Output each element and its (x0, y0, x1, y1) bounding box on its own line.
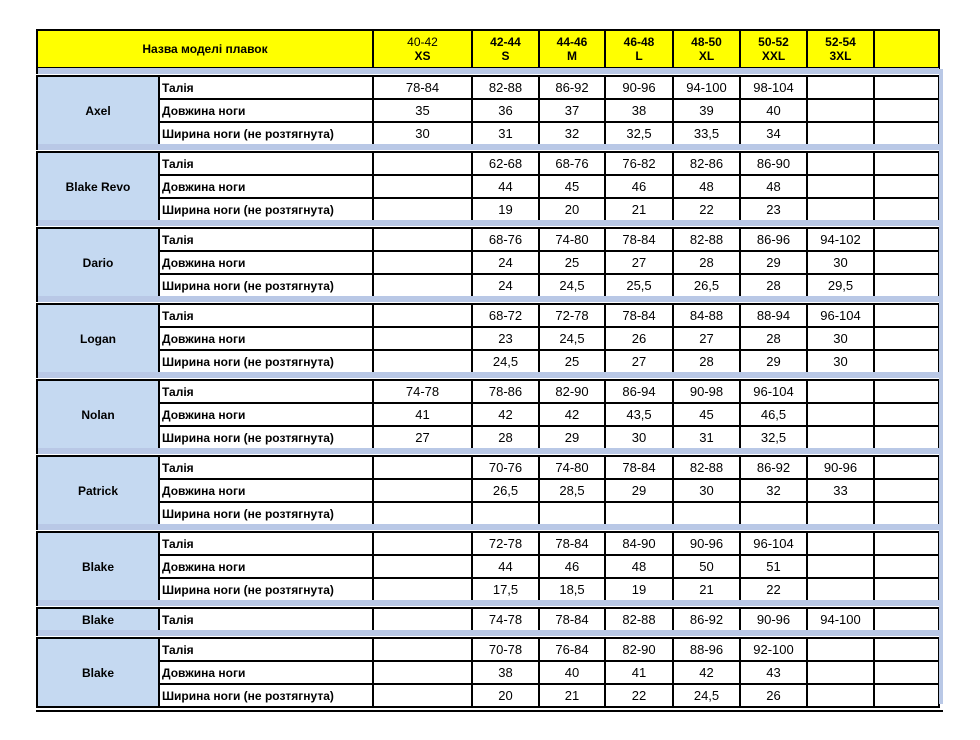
size-value-cell: 45 (538, 174, 606, 199)
size-value-cell: 23 (471, 326, 540, 351)
size-value-cell: 43,5 (604, 402, 674, 427)
size-value-cell: 28 (672, 250, 741, 275)
size-value-cell: 33 (806, 478, 875, 503)
size-value-cell: 90-96 (672, 531, 741, 556)
parameter-label: Ширина ноги (не розтягнута) (158, 577, 374, 602)
size-header (739, 29, 808, 69)
size-value-cell: 78-84 (538, 531, 606, 556)
size-range: 42-44 (490, 35, 521, 49)
size-value-cell (372, 683, 473, 708)
size-value-cell: 22 (604, 683, 674, 708)
extra-empty-cell (873, 379, 940, 404)
parameter-label: Талія (158, 75, 374, 100)
size-range: 50-52 (758, 35, 789, 49)
parameter-label: Ширина ноги (не розтягнута) (158, 425, 374, 450)
size-value-cell: 28 (739, 273, 808, 298)
parameter-label: Ширина ноги (не розтягнута) (158, 501, 374, 526)
size-value-cell: 86-96 (739, 227, 808, 252)
size-value-cell: 86-92 (672, 607, 741, 632)
size-value-cell: 86-90 (739, 151, 808, 176)
size-value-cell: 33,5 (672, 121, 741, 146)
size-value-cell: 82-90 (604, 637, 674, 662)
size-value-cell: 20 (471, 683, 540, 708)
parameter-label: Талія (158, 531, 374, 556)
size-value-cell: 24,5 (672, 683, 741, 708)
size-value-cell: 18,5 (538, 577, 606, 602)
parameter-label: Талія (158, 607, 374, 632)
parameter-label: Довжина ноги (158, 402, 374, 427)
size-value-cell: 36 (471, 98, 540, 123)
parameter-label: Ширина ноги (не розтягнута) (158, 273, 374, 298)
size-value-cell (372, 227, 473, 252)
size-value-cell: 90-98 (672, 379, 741, 404)
size-value-cell: 24 (471, 273, 540, 298)
parameter-label: Ширина ноги (не розтягнута) (158, 197, 374, 222)
size-value-cell: 82-86 (672, 151, 741, 176)
size-value-cell: 29 (739, 349, 808, 374)
size-value-cell (739, 501, 808, 526)
size-value-cell: 28 (672, 349, 741, 374)
size-value-cell: 78-84 (372, 75, 473, 100)
parameter-label: Ширина ноги (не розтягнута) (158, 349, 374, 374)
parameter-label: Довжина ноги (158, 98, 374, 123)
size-value-cell: 78-84 (604, 303, 674, 328)
size-value-cell: 23 (739, 197, 808, 222)
size-value-cell (806, 501, 875, 526)
size-value-cell: 40 (739, 98, 808, 123)
size-value-cell: 46 (538, 554, 606, 579)
size-range: 40-42 (407, 35, 438, 49)
size-value-cell: 88-96 (672, 637, 741, 662)
size-value-cell: 25,5 (604, 273, 674, 298)
size-value-cell: 24,5 (538, 326, 606, 351)
size-value-cell: 39 (672, 98, 741, 123)
size-value-cell (372, 478, 473, 503)
size-value-cell: 42 (538, 402, 606, 427)
size-value-cell: 27 (604, 349, 674, 374)
extra-empty-cell (873, 637, 940, 662)
size-label: L (635, 49, 643, 63)
size-value-cell: 94-102 (806, 227, 875, 252)
parameter-label: Довжина ноги (158, 660, 374, 685)
parameter-label: Талія (158, 151, 374, 176)
size-value-cell: 20 (538, 197, 606, 222)
size-value-cell: 82-88 (672, 227, 741, 252)
model-name: Patrick (36, 455, 160, 526)
size-value-cell: 62-68 (471, 151, 540, 176)
size-value-cell (806, 197, 875, 222)
size-value-cell: 28 (739, 326, 808, 351)
extra-empty-cell (873, 660, 940, 685)
size-value-cell: 94-100 (806, 607, 875, 632)
extra-empty-cell (873, 425, 940, 450)
size-value-cell: 51 (739, 554, 808, 579)
size-value-cell: 74-80 (538, 227, 606, 252)
size-value-cell: 38 (604, 98, 674, 123)
size-value-cell: 42 (672, 660, 741, 685)
size-value-cell: 78-84 (604, 227, 674, 252)
size-value-cell: 68-76 (538, 151, 606, 176)
size-value-cell (372, 531, 473, 556)
extra-empty-cell (873, 197, 940, 222)
group-separator (36, 600, 939, 606)
size-value-cell (806, 75, 875, 100)
size-header (372, 29, 473, 69)
size-label: 3XL (829, 49, 852, 63)
parameter-label: Талія (158, 455, 374, 480)
model-name: Axel (36, 75, 160, 146)
size-label: XL (698, 49, 715, 63)
group-separator (36, 144, 939, 150)
size-value-cell (372, 607, 473, 632)
size-value-cell (806, 554, 875, 579)
size-value-cell: 37 (538, 98, 606, 123)
size-value-cell: 84-88 (672, 303, 741, 328)
size-value-cell: 43 (739, 660, 808, 685)
size-value-cell (372, 577, 473, 602)
size-value-cell: 88-94 (739, 303, 808, 328)
size-value-cell: 48 (604, 554, 674, 579)
size-header (471, 29, 540, 69)
parameter-label: Талія (158, 303, 374, 328)
size-value-cell: 46 (604, 174, 674, 199)
size-value-cell: 98-104 (739, 75, 808, 100)
size-value-cell: 22 (739, 577, 808, 602)
size-header (604, 29, 674, 69)
size-value-cell (806, 531, 875, 556)
parameter-label: Талія (158, 227, 374, 252)
extra-empty-cell (873, 349, 940, 374)
size-value-cell: 82-88 (471, 75, 540, 100)
size-header (672, 29, 741, 69)
model-name: Logan (36, 303, 160, 374)
size-value-cell: 26,5 (672, 273, 741, 298)
size-value-cell: 28,5 (538, 478, 606, 503)
size-value-cell: 90-96 (806, 455, 875, 480)
size-value-cell: 48 (739, 174, 808, 199)
size-value-cell: 25 (538, 250, 606, 275)
extra-empty-cell (873, 227, 940, 252)
size-value-cell (806, 98, 875, 123)
size-value-cell: 17,5 (471, 577, 540, 602)
extra-empty-cell (873, 683, 940, 708)
size-value-cell: 26 (604, 326, 674, 351)
size-value-cell: 70-78 (471, 637, 540, 662)
size-value-cell: 21 (672, 577, 741, 602)
size-value-cell: 78-84 (604, 455, 674, 480)
extra-empty-cell (873, 273, 940, 298)
size-value-cell (604, 501, 674, 526)
size-value-cell: 76-82 (604, 151, 674, 176)
size-value-cell: 68-76 (471, 227, 540, 252)
size-value-cell: 22 (672, 197, 741, 222)
size-value-cell (372, 637, 473, 662)
group-separator (36, 68, 939, 74)
size-value-cell: 78-86 (471, 379, 540, 404)
size-value-cell: 29 (538, 425, 606, 450)
size-value-cell: 29 (604, 478, 674, 503)
size-value-cell (372, 326, 473, 351)
model-name: Blake (36, 531, 160, 602)
size-value-cell: 50 (672, 554, 741, 579)
size-value-cell: 44 (471, 554, 540, 579)
size-value-cell: 21 (604, 197, 674, 222)
size-value-cell: 45 (672, 402, 741, 427)
size-value-cell: 76-84 (538, 637, 606, 662)
size-value-cell (372, 174, 473, 199)
size-label: S (501, 49, 510, 63)
size-value-cell: 41 (604, 660, 674, 685)
size-value-cell (806, 121, 875, 146)
size-chart-table (36, 29, 943, 714)
size-value-cell: 74-80 (538, 455, 606, 480)
extra-empty-cell (873, 151, 940, 176)
size-value-cell: 29,5 (806, 273, 875, 298)
size-value-cell (372, 151, 473, 176)
parameter-label: Ширина ноги (не розтягнута) (158, 683, 374, 708)
size-value-cell: 24,5 (538, 273, 606, 298)
extra-empty-cell (873, 98, 940, 123)
size-value-cell: 38 (471, 660, 540, 685)
size-value-cell: 44 (471, 174, 540, 199)
extra-empty-cell (873, 303, 940, 328)
parameter-label: Довжина ноги (158, 478, 374, 503)
extra-empty-cell (873, 402, 940, 427)
size-label: XS (414, 49, 431, 63)
extra-empty-cell (873, 531, 940, 556)
size-value-cell (806, 637, 875, 662)
model-name: Blake Revo (36, 151, 160, 222)
size-range: 52-54 (825, 35, 856, 49)
size-value-cell (806, 577, 875, 602)
extra-empty-cell (873, 577, 940, 602)
size-value-cell: 96-104 (739, 379, 808, 404)
size-value-cell: 32 (538, 121, 606, 146)
parameter-label: Довжина ноги (158, 554, 374, 579)
size-value-cell: 30 (806, 349, 875, 374)
parameter-label: Довжина ноги (158, 174, 374, 199)
size-range: 48-50 (691, 35, 722, 49)
size-value-cell: 74-78 (372, 379, 473, 404)
table-bottom-border (36, 710, 943, 712)
size-value-cell: 25 (538, 349, 606, 374)
group-separator (36, 220, 939, 226)
size-value-cell: 26 (739, 683, 808, 708)
size-value-cell (806, 683, 875, 708)
group-separator (36, 630, 939, 636)
size-value-cell: 78-84 (538, 607, 606, 632)
size-value-cell: 40 (538, 660, 606, 685)
model-name: Nolan (36, 379, 160, 450)
size-value-cell: 26,5 (471, 478, 540, 503)
size-range: 46-48 (623, 35, 655, 49)
size-value-cell: 21 (538, 683, 606, 708)
size-value-cell: 27 (604, 250, 674, 275)
size-value-cell (806, 379, 875, 404)
parameter-label: Довжина ноги (158, 326, 374, 351)
size-value-cell: 46,5 (739, 402, 808, 427)
size-value-cell: 31 (471, 121, 540, 146)
extra-empty-cell (873, 455, 940, 480)
size-value-cell: 27 (672, 326, 741, 351)
size-value-cell (672, 501, 741, 526)
size-value-cell (372, 197, 473, 222)
parameter-label: Талія (158, 379, 374, 404)
size-value-cell: 31 (672, 425, 741, 450)
model-name: Dario (36, 227, 160, 298)
extra-empty-cell (873, 554, 940, 579)
size-label: XXL (761, 49, 786, 63)
size-value-cell (372, 660, 473, 685)
size-value-cell: 30 (806, 250, 875, 275)
size-value-cell: 90-96 (739, 607, 808, 632)
group-separator (36, 296, 939, 302)
model-name: Blake (36, 637, 160, 708)
size-range: 44-46 (556, 35, 588, 49)
size-value-cell: 32,5 (739, 425, 808, 450)
size-value-cell: 41 (372, 402, 473, 427)
extra-empty-cell (873, 607, 940, 632)
size-value-cell: 82-88 (604, 607, 674, 632)
extra-empty-cell (873, 501, 940, 526)
group-separator (36, 448, 939, 454)
size-value-cell: 30 (604, 425, 674, 450)
size-value-cell: 86-92 (538, 75, 606, 100)
size-value-cell: 42 (471, 402, 540, 427)
extra-empty-cell (873, 75, 940, 100)
size-value-cell: 68-72 (471, 303, 540, 328)
size-value-cell: 32 (739, 478, 808, 503)
size-value-cell: 24 (471, 250, 540, 275)
size-value-cell: 30 (672, 478, 741, 503)
size-value-cell: 27 (372, 425, 473, 450)
size-value-cell (372, 349, 473, 374)
size-value-cell: 70-76 (471, 455, 540, 480)
size-value-cell: 35 (372, 98, 473, 123)
size-value-cell (806, 425, 875, 450)
group-separator (36, 372, 939, 378)
size-value-cell: 82-88 (672, 455, 741, 480)
header-title: Назва моделі плавок (36, 29, 374, 69)
size-value-cell (372, 501, 473, 526)
size-value-cell: 86-94 (604, 379, 674, 404)
parameter-label: Талія (158, 637, 374, 662)
size-value-cell: 72-78 (538, 303, 606, 328)
size-value-cell: 29 (739, 250, 808, 275)
parameter-label: Ширина ноги (не розтягнута) (158, 121, 374, 146)
extra-empty-cell (873, 121, 940, 146)
model-name: Blake (36, 607, 160, 632)
extra-empty-cell (873, 326, 940, 351)
header-extra-column (873, 29, 940, 69)
size-value-cell (372, 554, 473, 579)
size-value-cell (471, 501, 540, 526)
size-value-cell: 30 (372, 121, 473, 146)
size-value-cell: 96-104 (739, 531, 808, 556)
size-value-cell: 48 (672, 174, 741, 199)
size-value-cell: 19 (471, 197, 540, 222)
size-value-cell: 30 (806, 326, 875, 351)
size-value-cell (538, 501, 606, 526)
size-value-cell: 72-78 (471, 531, 540, 556)
size-value-cell: 96-104 (806, 303, 875, 328)
size-value-cell: 19 (604, 577, 674, 602)
size-value-cell: 92-100 (739, 637, 808, 662)
size-value-cell: 28 (471, 425, 540, 450)
size-value-cell: 86-92 (739, 455, 808, 480)
size-value-cell (372, 273, 473, 298)
group-separator (36, 524, 939, 530)
size-value-cell (806, 402, 875, 427)
size-value-cell: 82-90 (538, 379, 606, 404)
size-value-cell: 74-78 (471, 607, 540, 632)
size-header (806, 29, 875, 69)
extra-empty-cell (873, 174, 940, 199)
extra-empty-cell (873, 250, 940, 275)
size-value-cell (372, 250, 473, 275)
extra-empty-cell (873, 478, 940, 503)
parameter-label: Довжина ноги (158, 250, 374, 275)
size-value-cell: 94-100 (672, 75, 741, 100)
size-value-cell: 90-96 (604, 75, 674, 100)
size-header (538, 29, 606, 69)
size-value-cell (806, 174, 875, 199)
size-value-cell: 84-90 (604, 531, 674, 556)
size-value-cell (806, 660, 875, 685)
size-value-cell: 32,5 (604, 121, 674, 146)
size-value-cell: 34 (739, 121, 808, 146)
size-value-cell (372, 303, 473, 328)
size-value-cell: 24,5 (471, 349, 540, 374)
size-value-cell (806, 151, 875, 176)
size-label: M (567, 49, 577, 63)
size-value-cell (372, 455, 473, 480)
